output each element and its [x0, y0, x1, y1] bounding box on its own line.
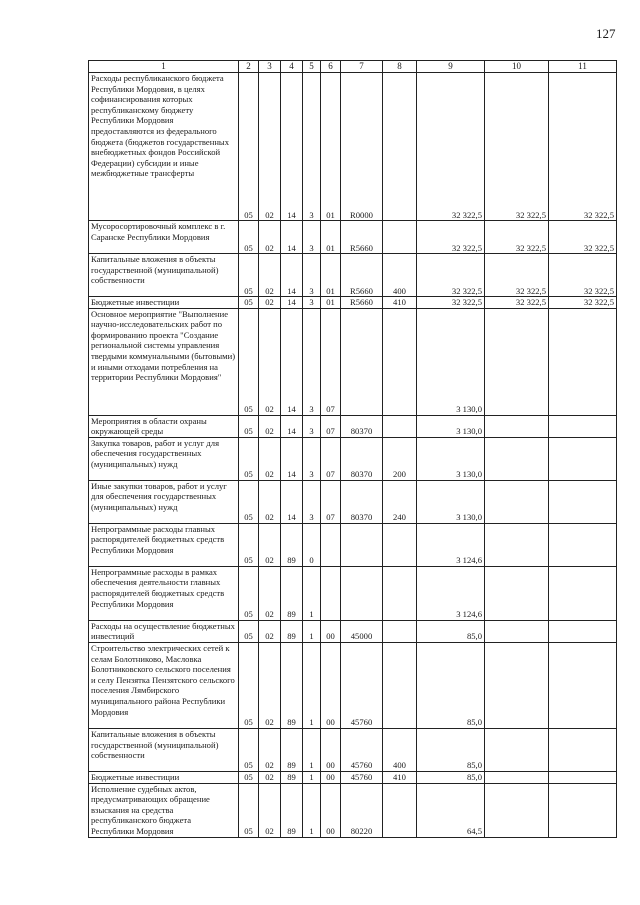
- expense-type-cell: 410: [383, 297, 417, 309]
- event-code-cell: 07: [321, 437, 341, 480]
- row-name-cell: Расходы республиканского бюджета Республики Мордовия, в целях софинансирования которых республиканскому бюджету Республики Мордовия предоставляются из федерального бюджета (бюджетов государственных внебюджетных фондов Российской Федерации) субсидии и иные межбюджетные трансферты: [89, 73, 239, 221]
- table-row: [89, 221, 617, 254]
- amount-year1-cell: 3 124,6: [417, 566, 485, 620]
- subsection-code-cell: 02: [259, 221, 281, 254]
- amount-year3-cell: [549, 480, 617, 523]
- subsection-code-cell: 02: [259, 415, 281, 437]
- section-code-cell: 05: [239, 783, 259, 837]
- amount-year2-cell: [485, 642, 549, 728]
- subprogram-code-cell: 3: [303, 254, 321, 297]
- direction-code-cell: [341, 566, 383, 620]
- subprogram-code-cell: 3: [303, 437, 321, 480]
- table-row: [89, 523, 617, 566]
- amount-year1-cell: 32 322,5: [417, 254, 485, 297]
- row-name-cell: Мероприятия в области охраны окружающей среды: [89, 415, 239, 437]
- section-code-cell: 05: [239, 73, 259, 221]
- row-name-cell: Бюджетные инвестиции: [89, 771, 239, 783]
- program-code-cell: 14: [281, 254, 303, 297]
- row-name-cell: Мусоросортировочный комплекс в г. Саранске Республики Мордовия: [89, 221, 239, 254]
- amount-year2-cell: 32 322,5: [485, 297, 549, 309]
- subprogram-code-cell: 1: [303, 620, 321, 642]
- amount-year3-cell: [549, 308, 617, 415]
- event-code-cell: 01: [321, 221, 341, 254]
- table-row: [89, 783, 617, 837]
- expense-type-cell: 240: [383, 480, 417, 523]
- subsection-code-cell: 02: [259, 566, 281, 620]
- section-code-cell: 05: [239, 254, 259, 297]
- expense-type-cell: [383, 620, 417, 642]
- table-header-row: [89, 61, 617, 73]
- amount-year1-cell: 85,0: [417, 620, 485, 642]
- expense-type-cell: [383, 308, 417, 415]
- expense-type-cell: 410: [383, 771, 417, 783]
- amount-year3-cell: [549, 415, 617, 437]
- column-header: 4: [281, 61, 303, 73]
- subprogram-code-cell: 3: [303, 221, 321, 254]
- event-code-cell: 01: [321, 73, 341, 221]
- program-code-cell: 89: [281, 620, 303, 642]
- section-code-cell: 05: [239, 728, 259, 771]
- amount-year2-cell: 32 322,5: [485, 254, 549, 297]
- amount-year3-cell: [549, 771, 617, 783]
- amount-year2-cell: [485, 728, 549, 771]
- table-body: [89, 73, 617, 838]
- direction-code-cell: 45760: [341, 771, 383, 783]
- column-header: 1: [89, 61, 239, 73]
- event-code-cell: 00: [321, 642, 341, 728]
- expense-type-cell: [383, 642, 417, 728]
- amount-year1-cell: 32 322,5: [417, 221, 485, 254]
- subprogram-code-cell: 1: [303, 783, 321, 837]
- section-code-cell: 05: [239, 297, 259, 309]
- event-code-cell: 00: [321, 620, 341, 642]
- amount-year1-cell: 85,0: [417, 771, 485, 783]
- amount-year1-cell: 64,5: [417, 783, 485, 837]
- amount-year2-cell: [485, 308, 549, 415]
- amount-year1-cell: 3 130,0: [417, 480, 485, 523]
- subsection-code-cell: 02: [259, 73, 281, 221]
- direction-code-cell: 80370: [341, 437, 383, 480]
- event-code-cell: [321, 523, 341, 566]
- row-name-cell: Исполнение судебных актов, предусматривающих обращение взыскания на средства республиканского бюджета Республики Мордовия: [89, 783, 239, 837]
- expense-type-cell: 400: [383, 728, 417, 771]
- column-header: 11: [549, 61, 617, 73]
- direction-code-cell: R0000: [341, 73, 383, 221]
- direction-code-cell: 80220: [341, 783, 383, 837]
- section-code-cell: 05: [239, 221, 259, 254]
- amount-year1-cell: 3 130,0: [417, 308, 485, 415]
- subsection-code-cell: 02: [259, 308, 281, 415]
- amount-year3-cell: [549, 642, 617, 728]
- budget-table: [88, 60, 617, 838]
- program-code-cell: 89: [281, 566, 303, 620]
- subprogram-code-cell: 1: [303, 728, 321, 771]
- table-row: [89, 254, 617, 297]
- subprogram-code-cell: 3: [303, 480, 321, 523]
- subsection-code-cell: 02: [259, 620, 281, 642]
- column-header: 3: [259, 61, 281, 73]
- table-row: [89, 566, 617, 620]
- event-code-cell: 01: [321, 254, 341, 297]
- amount-year2-cell: [485, 783, 549, 837]
- expense-type-cell: 200: [383, 437, 417, 480]
- amount-year2-cell: [485, 415, 549, 437]
- section-code-cell: 05: [239, 566, 259, 620]
- row-name-cell: Бюджетные инвестиции: [89, 297, 239, 309]
- direction-code-cell: 45000: [341, 620, 383, 642]
- direction-code-cell: 45760: [341, 728, 383, 771]
- row-name-cell: Строительство электрических сетей к селам Болотниково, Масловка Болотниковского сельского поселения и селу Пензятка Пензятского сельского поселения Лямбирского муниципального района Республики Мордовия: [89, 642, 239, 728]
- section-code-cell: 05: [239, 308, 259, 415]
- subprogram-code-cell: 1: [303, 566, 321, 620]
- row-name-cell: Закупка товаров, работ и услуг для обеспечения государственных (муниципальных) нужд: [89, 437, 239, 480]
- program-code-cell: 14: [281, 437, 303, 480]
- amount-year1-cell: 85,0: [417, 642, 485, 728]
- expense-type-cell: [383, 221, 417, 254]
- expense-type-cell: 400: [383, 254, 417, 297]
- direction-code-cell: 45760: [341, 642, 383, 728]
- amount-year2-cell: [485, 566, 549, 620]
- subsection-code-cell: 02: [259, 728, 281, 771]
- amount-year3-cell: [549, 566, 617, 620]
- section-code-cell: 05: [239, 415, 259, 437]
- amount-year3-cell: [549, 728, 617, 771]
- amount-year1-cell: 3 124,6: [417, 523, 485, 566]
- table-row: [89, 620, 617, 642]
- subprogram-code-cell: 3: [303, 297, 321, 309]
- program-code-cell: 14: [281, 73, 303, 221]
- amount-year2-cell: [485, 523, 549, 566]
- direction-code-cell: R5660: [341, 221, 383, 254]
- page-number: 127: [596, 26, 616, 41]
- amount-year3-cell: 32 322,5: [549, 297, 617, 309]
- amount-year2-cell: [485, 480, 549, 523]
- subprogram-code-cell: 3: [303, 73, 321, 221]
- column-header: 9: [417, 61, 485, 73]
- subsection-code-cell: 02: [259, 437, 281, 480]
- event-code-cell: 00: [321, 783, 341, 837]
- subsection-code-cell: 02: [259, 783, 281, 837]
- table-row: [89, 771, 617, 783]
- expense-type-cell: [383, 783, 417, 837]
- subprogram-code-cell: 0: [303, 523, 321, 566]
- subsection-code-cell: 02: [259, 771, 281, 783]
- amount-year1-cell: 85,0: [417, 728, 485, 771]
- event-code-cell: 00: [321, 771, 341, 783]
- event-code-cell: 07: [321, 480, 341, 523]
- column-header: 2: [239, 61, 259, 73]
- amount-year2-cell: [485, 437, 549, 480]
- amount-year2-cell: 32 322,5: [485, 221, 549, 254]
- column-header: 6: [321, 61, 341, 73]
- amount-year3-cell: 32 322,5: [549, 254, 617, 297]
- row-name-cell: Капитальные вложения в объекты государственной (муниципальной) собственности: [89, 728, 239, 771]
- expense-type-cell: [383, 566, 417, 620]
- row-name-cell: Основное мероприятие "Выполнение научно-исследовательских работ по формированию проекта "Создание региональной системы управления твердыми коммунальными (бытовыми) и иными отходами потребления на территории Республики Мордовия": [89, 308, 239, 415]
- table-row: [89, 297, 617, 309]
- expense-type-cell: [383, 415, 417, 437]
- direction-code-cell: [341, 523, 383, 566]
- subsection-code-cell: 02: [259, 523, 281, 566]
- section-code-cell: 05: [239, 480, 259, 523]
- amount-year3-cell: [549, 783, 617, 837]
- amount-year3-cell: [549, 523, 617, 566]
- column-header: 7: [341, 61, 383, 73]
- direction-code-cell: R5660: [341, 254, 383, 297]
- program-code-cell: 14: [281, 480, 303, 523]
- program-code-cell: 89: [281, 783, 303, 837]
- row-name-cell: Капитальные вложения в объекты государственной (муниципальной) собственности: [89, 254, 239, 297]
- program-code-cell: 14: [281, 221, 303, 254]
- section-code-cell: 05: [239, 771, 259, 783]
- event-code-cell: [321, 566, 341, 620]
- expense-type-cell: [383, 523, 417, 566]
- amount-year1-cell: 32 322,5: [417, 73, 485, 221]
- amount-year3-cell: 32 322,5: [549, 73, 617, 221]
- subprogram-code-cell: 3: [303, 308, 321, 415]
- row-name-cell: Расходы на осуществление бюджетных инвестиций: [89, 620, 239, 642]
- direction-code-cell: [341, 308, 383, 415]
- amount-year2-cell: [485, 771, 549, 783]
- event-code-cell: 07: [321, 308, 341, 415]
- amount-year3-cell: [549, 620, 617, 642]
- amount-year3-cell: 32 322,5: [549, 221, 617, 254]
- row-name-cell: Иные закупки товаров, работ и услуг для обеспечения государственных (муниципальных) нужд: [89, 480, 239, 523]
- subprogram-code-cell: 1: [303, 771, 321, 783]
- amount-year2-cell: 32 322,5: [485, 73, 549, 221]
- amount-year1-cell: 32 322,5: [417, 297, 485, 309]
- program-code-cell: 14: [281, 308, 303, 415]
- program-code-cell: 14: [281, 297, 303, 309]
- amount-year3-cell: [549, 437, 617, 480]
- table-row: [89, 480, 617, 523]
- program-code-cell: 89: [281, 642, 303, 728]
- column-header: 5: [303, 61, 321, 73]
- direction-code-cell: 80370: [341, 415, 383, 437]
- subsection-code-cell: 02: [259, 254, 281, 297]
- direction-code-cell: R5660: [341, 297, 383, 309]
- program-code-cell: 14: [281, 415, 303, 437]
- row-name-cell: Непрограммные расходы главных распорядителей бюджетных средств Республики Мордовия: [89, 523, 239, 566]
- program-code-cell: 89: [281, 771, 303, 783]
- event-code-cell: 00: [321, 728, 341, 771]
- section-code-cell: 05: [239, 642, 259, 728]
- table-row: [89, 728, 617, 771]
- amount-year1-cell: 3 130,0: [417, 437, 485, 480]
- subsection-code-cell: 02: [259, 480, 281, 523]
- table-row: [89, 308, 617, 415]
- program-code-cell: 89: [281, 523, 303, 566]
- expense-type-cell: [383, 73, 417, 221]
- table-row: [89, 415, 617, 437]
- event-code-cell: 07: [321, 415, 341, 437]
- subprogram-code-cell: 3: [303, 415, 321, 437]
- table-row: [89, 73, 617, 221]
- section-code-cell: 05: [239, 523, 259, 566]
- section-code-cell: 05: [239, 437, 259, 480]
- event-code-cell: 01: [321, 297, 341, 309]
- table-row: [89, 642, 617, 728]
- column-header: 8: [383, 61, 417, 73]
- amount-year1-cell: 3 130,0: [417, 415, 485, 437]
- subsection-code-cell: 02: [259, 297, 281, 309]
- column-header: 10: [485, 61, 549, 73]
- section-code-cell: 05: [239, 620, 259, 642]
- program-code-cell: 89: [281, 728, 303, 771]
- direction-code-cell: 80370: [341, 480, 383, 523]
- amount-year2-cell: [485, 620, 549, 642]
- subsection-code-cell: 02: [259, 642, 281, 728]
- table-row: [89, 437, 617, 480]
- subprogram-code-cell: 1: [303, 642, 321, 728]
- row-name-cell: Непрограммные расходы в рамках обеспечения деятельности главных распорядителей бюджетных средств Республики Мордовия: [89, 566, 239, 620]
